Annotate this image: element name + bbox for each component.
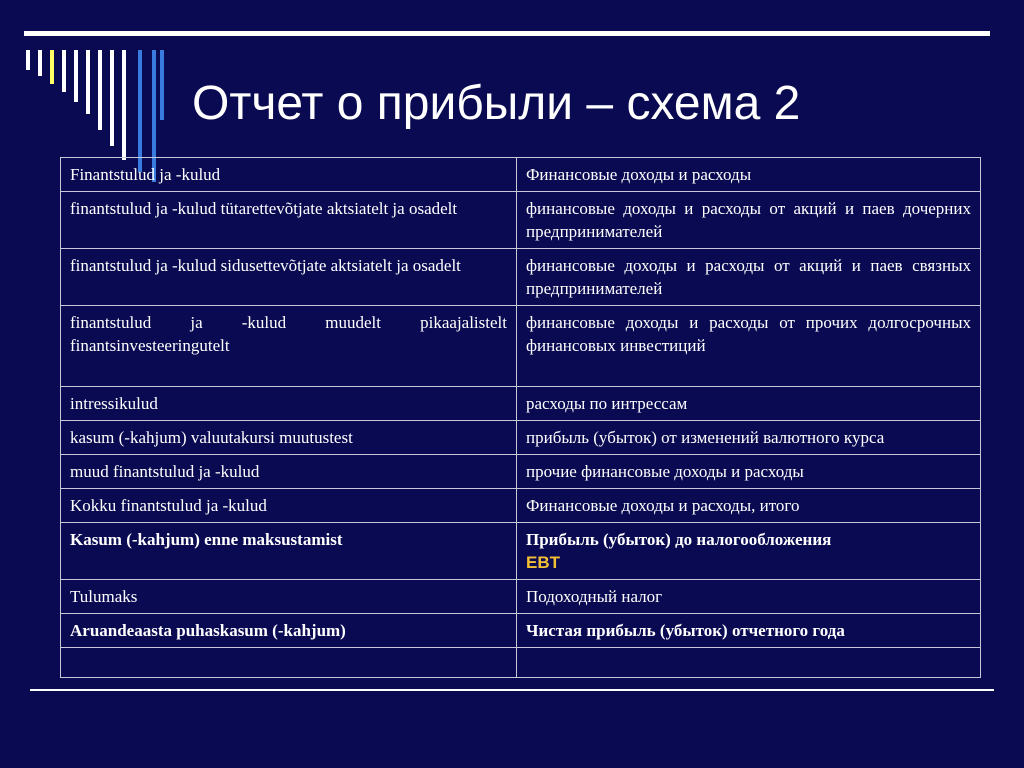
- table-cell-et: muud finantstulud ja -kulud: [61, 455, 517, 489]
- table-row: [61, 192, 981, 249]
- table-row: [61, 455, 981, 489]
- stripe: [160, 50, 164, 120]
- table-row: [61, 249, 981, 306]
- table-cell-ru: Финансовые доходы и расходы, итого: [517, 489, 981, 523]
- table-cell-ru: прочие финансовые доходы и расходы: [517, 455, 981, 489]
- table-row: [61, 489, 981, 523]
- table-cell-ru: финансовые доходы и расходы от акций и паев связных предпринимателей: [517, 249, 981, 306]
- table-cell-empty: [61, 648, 517, 678]
- stripe: [62, 50, 66, 92]
- slide-title: Отчет о прибыли – схема 2: [192, 77, 801, 130]
- table-cell-et: finantstulud ja -kulud muudelt pikaajalistelt finantsinvesteeringutelt: [61, 306, 517, 387]
- ebt-label-text: Прибыль (убыток) до налогообложения: [526, 530, 832, 549]
- table-cell-et: Kokku finantstulud ja -kulud: [61, 489, 517, 523]
- table-row: [61, 614, 981, 648]
- table-cell-et: finantstulud ja -kulud tütarettevõtjate aktsiatelt ja osadelt: [61, 192, 517, 249]
- table-cell-ru: финансовые доходы и расходы от акций и паев дочерних предпринимателей: [517, 192, 981, 249]
- stripe: [138, 50, 142, 172]
- table-cell-ru: прибыль (убыток) от изменений валютного курса: [517, 421, 981, 455]
- stripe: [26, 50, 30, 70]
- table-cell-et: Tulumaks: [61, 580, 517, 614]
- table-row-empty: [61, 648, 981, 678]
- table-cell-et: finantstulud ja -kulud sidusettevõtjate aktsiatelt ja osadelt: [61, 249, 517, 306]
- bottom-divider-line: [30, 689, 994, 691]
- table-cell-et: kasum (-kahjum) valuutakursi muutustest: [61, 421, 517, 455]
- table-cell-empty: [517, 648, 981, 678]
- table-row: [61, 158, 981, 192]
- table-row: [61, 306, 981, 387]
- stripe: [98, 50, 102, 130]
- table-cell-ru: [517, 523, 981, 580]
- table-cell-ru: Чистая прибыль (убыток) отчетного года: [517, 614, 981, 648]
- ebt-tag: EBT: [526, 553, 560, 572]
- stripe: [38, 50, 42, 76]
- stripe: [50, 50, 54, 84]
- table-row: [61, 387, 981, 421]
- table-cell-et: Finantstulud ja -kulud: [61, 158, 517, 192]
- table-cell-ru: Финансовые доходы и расходы: [517, 158, 981, 192]
- table-row: [61, 580, 981, 614]
- stripe: [86, 50, 90, 114]
- stripe: [122, 50, 126, 160]
- table-cell-et: intressikulud: [61, 387, 517, 421]
- table-cell-ru: финансовые доходы и расходы от прочих долгосрочных финансовых инвестиций: [517, 306, 981, 387]
- table-cell-et: Kasum (-kahjum) enne maksustamist: [61, 523, 517, 580]
- stripe: [110, 50, 114, 146]
- income-statement-table: [60, 157, 981, 678]
- table-cell-ru: Подоходный налог: [517, 580, 981, 614]
- table-row: [61, 421, 981, 455]
- table-cell-et: Aruandeaasta puhaskasum (-kahjum): [61, 614, 517, 648]
- stripe: [74, 50, 78, 102]
- table-cell-ru: расходы по интрессам: [517, 387, 981, 421]
- table-row: [61, 523, 981, 580]
